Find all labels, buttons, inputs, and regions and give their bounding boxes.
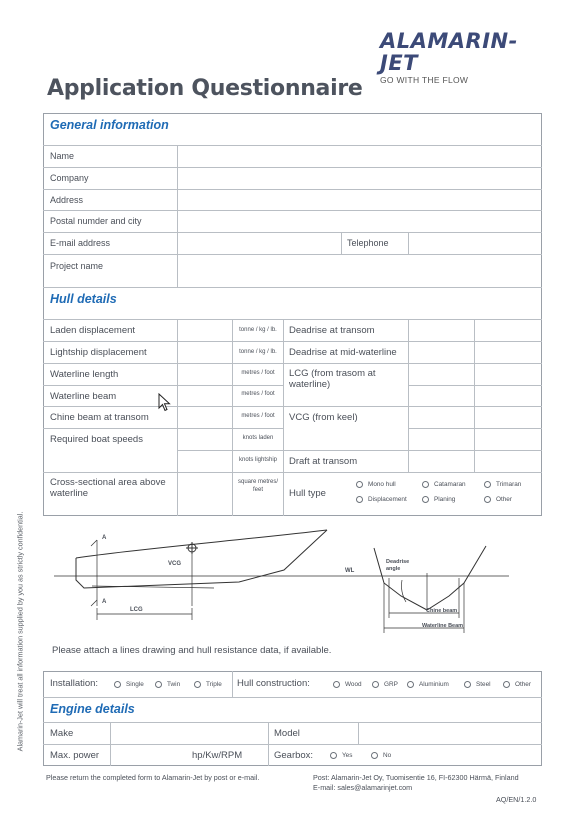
option-label: Steel [476, 681, 491, 688]
speed-lightship-field[interactable] [178, 451, 232, 472]
option-label: Mono hull [368, 481, 396, 488]
telephone-label: Telephone [347, 238, 389, 248]
vcg-field[interactable] [409, 407, 541, 450]
page-title: Application Questionnaire [47, 76, 363, 101]
email-field[interactable] [178, 233, 341, 254]
deadrise-mid-label: Deadrise at mid-waterline [289, 347, 397, 358]
section-a-top-label: A [102, 535, 107, 541]
model-field[interactable] [359, 723, 541, 744]
power-unit-label: hp/Kw/RPM [192, 750, 243, 761]
alamarin-jet-logo [380, 30, 550, 85]
divider [283, 319, 284, 516]
hull-type-displacement[interactable] [356, 496, 407, 503]
laden-displacement-field[interactable] [178, 320, 232, 341]
waterline-label: WL [345, 568, 355, 574]
telephone-field[interactable] [409, 233, 541, 254]
divider [43, 697, 542, 698]
address-field[interactable] [178, 190, 541, 210]
waterline-length-field[interactable] [178, 364, 232, 385]
make-label: Make [50, 728, 74, 739]
deadrise-angle-label: Deadrise angle [386, 559, 410, 572]
general-information-heading: General information [50, 118, 169, 132]
installation-triple[interactable] [194, 681, 222, 688]
option-label: Wood [345, 681, 362, 688]
radio-icon [464, 681, 471, 688]
divider [43, 341, 283, 342]
radio-icon [407, 681, 414, 688]
beam-unit: metres / foot [241, 391, 275, 397]
installation-label: Installation: [50, 678, 99, 689]
postal-label: Postal numder and city [50, 216, 142, 226]
hull-type-mono[interactable] [356, 481, 396, 488]
make-field[interactable] [111, 723, 268, 744]
construction-other[interactable] [503, 681, 531, 688]
lcg-field[interactable] [409, 364, 541, 406]
knots-laden-unit: knots laden [242, 435, 274, 441]
draft-label: Draft at transom [289, 456, 358, 467]
waterline-beam-field[interactable] [178, 386, 232, 406]
divider [341, 232, 342, 254]
gearbox-yes[interactable] [330, 752, 352, 759]
confidentiality-note: Alamarin-Jet will treat all information supplied by you as strictly confidential. [15, 511, 25, 752]
chine-unit: metres / foot [241, 413, 275, 419]
boat-speeds-label: Required boat speeds [50, 434, 143, 445]
radio-icon [114, 681, 121, 688]
divider [43, 472, 542, 473]
email-label: E-mail address [50, 238, 111, 248]
chine-beam-label: Chine beam at transom [50, 412, 149, 423]
divider [43, 287, 542, 288]
vcg-drawing-label: VCG [168, 561, 182, 567]
option-label: Yes [342, 752, 353, 759]
hull-type-label: Hull type [289, 488, 326, 499]
lcg-label: LCG (from trasom at waterline) [289, 368, 376, 390]
divider [43, 428, 283, 429]
radio-icon [422, 496, 429, 503]
model-label: Model [274, 728, 300, 739]
vcg-label: VCG (from keel) [289, 412, 358, 423]
logo-tagline: GO WITH THE FLOW [380, 75, 469, 85]
radio-icon [484, 481, 491, 488]
company-field[interactable] [178, 168, 541, 189]
hull-type-trimaran[interactable] [484, 481, 521, 488]
option-label: GRP [384, 681, 398, 688]
hull-details-heading: Hull details [50, 292, 117, 306]
hull-construction-label: Hull construction: [237, 678, 310, 689]
waterline-beam-label: Waterline beam [50, 391, 117, 402]
radio-icon [356, 496, 363, 503]
option-label: No [383, 752, 392, 759]
divider [268, 722, 269, 766]
option-label: Catamaran [434, 481, 466, 488]
hull-type-planing[interactable] [422, 496, 455, 503]
address-label: Address [50, 195, 84, 205]
engine-details-heading: Engine details [50, 702, 135, 716]
option-label: Single [126, 681, 144, 688]
email-address: E-mail: sales@alamarinjet.com [313, 783, 413, 792]
divider [43, 363, 283, 364]
construction-wood[interactable] [333, 681, 362, 688]
lightship-displacement-label: Lightship displacement [50, 347, 147, 358]
construction-steel[interactable] [464, 681, 491, 688]
form-code: AQ/EN/1.2.0 [496, 795, 537, 804]
section-a-bottom-label: A [102, 599, 107, 605]
laden-displacement-label: Laden displacement [50, 325, 136, 336]
deadrise-transom-label: Deadrise at transom [289, 325, 375, 336]
cross-section-field[interactable] [178, 473, 232, 515]
radio-icon [484, 496, 491, 503]
speed-laden-field[interactable] [178, 429, 232, 450]
waterline-length-label: Waterline length [50, 369, 119, 380]
gearbox-label: Gearbox: [274, 750, 314, 761]
lcg-drawing-label: LCG [130, 607, 143, 613]
option-label: Displacement [368, 496, 407, 503]
name-label: Name [50, 151, 75, 161]
option-label: Other [515, 681, 531, 688]
draft-field[interactable] [409, 451, 541, 472]
lightship-displacement-field[interactable] [178, 342, 232, 363]
deadrise-transom-field[interactable] [409, 320, 541, 341]
radio-icon [194, 681, 201, 688]
project-name-label: Project name [50, 261, 104, 271]
radio-icon [422, 481, 429, 488]
lightship-unit: tonne / kg / lb. [239, 349, 277, 355]
radio-icon [333, 681, 340, 688]
name-field[interactable] [178, 146, 541, 167]
post-address: Post: Alamarin-Jet Oy, Tuomisentie 16, FI-62300 Härmä, Finland [313, 773, 519, 782]
hull-type-other[interactable] [484, 496, 512, 503]
project-name-field[interactable] [178, 255, 541, 287]
company-label: Company [50, 173, 89, 183]
radio-icon [371, 752, 378, 759]
radio-icon [372, 681, 379, 688]
deadrise-mid-field[interactable] [409, 342, 541, 363]
construction-aluminium[interactable] [407, 681, 449, 688]
option-label: Triple [206, 681, 222, 688]
installation-single[interactable] [114, 681, 144, 688]
radio-icon [330, 752, 337, 759]
radio-icon [356, 481, 363, 488]
cross-section-label: Cross-sectional area above waterline [50, 477, 166, 499]
logo-wordmark: ALAMARIN-JET [380, 29, 518, 75]
area-unit: square metres/ feet [237, 479, 279, 493]
gearbox-no[interactable] [371, 752, 391, 759]
mouse-cursor-icon [158, 393, 172, 413]
laden-unit: tonne / kg / lb. [239, 327, 277, 333]
max-power-label: Max. power [50, 750, 100, 761]
side-view [54, 530, 366, 620]
postal-field[interactable] [178, 211, 541, 232]
chine-beam-drawing-label: Chine beam [426, 608, 458, 614]
radio-icon [155, 681, 162, 688]
option-label: Planing [434, 496, 456, 503]
option-label: Other [496, 496, 512, 503]
attach-note: Please attach a lines drawing and hull resistance data, if available. [52, 645, 332, 656]
return-note: Please return the completed form to Alamarin-Jet by post or e-mail. [46, 773, 260, 782]
length-unit: metres / foot [241, 370, 275, 376]
knots-lightship-unit: knots lightship [238, 457, 278, 463]
hull-type-catamaran[interactable] [422, 481, 466, 488]
construction-grp[interactable] [372, 681, 398, 688]
option-label: Aluminium [419, 681, 449, 688]
radio-icon [503, 681, 510, 688]
chine-beam-field[interactable] [178, 407, 232, 428]
waterline-beam-drawing-label: Waterline Beam [422, 623, 464, 629]
max-power-field[interactable] [111, 745, 191, 766]
option-label: Twin [167, 681, 181, 688]
divider [232, 671, 233, 697]
hull-profile-drawing [44, 528, 544, 638]
divider [43, 385, 283, 386]
option-label: Trimaran [496, 481, 522, 488]
installation-twin[interactable] [155, 681, 180, 688]
